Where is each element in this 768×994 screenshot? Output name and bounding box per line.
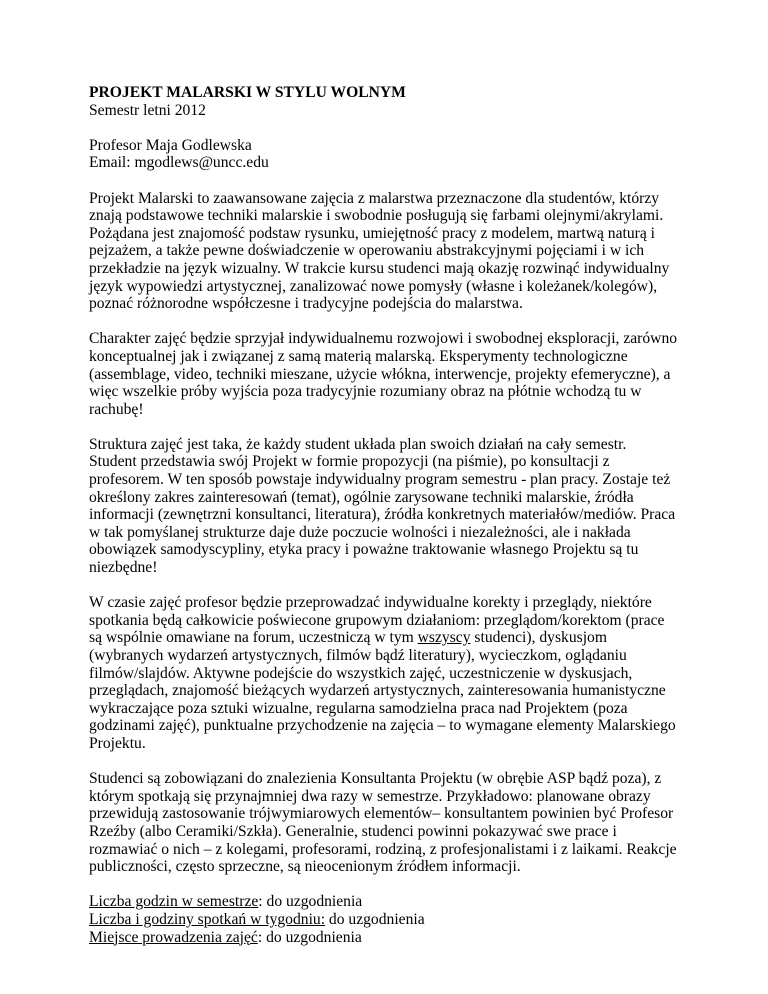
paragraph-line: spotkania będą całkowicie poświecone grupowym działaniom: przeglądom/korektom (prace [89, 611, 665, 629]
paragraph-line: Projektu. [89, 734, 146, 752]
paragraph-line: określony zakres zainteresowań (temat), ogólnie zarysowane techniki malarskie, źródła [89, 488, 634, 506]
paragraph-line: rozmawiać o nich – z kolegami, profesorami, rodziną, z profesjonalistami i z laikami. Reakcje [89, 840, 677, 858]
professor-name: Profesor Maja Godlewska [89, 136, 252, 154]
paragraph-line: informacji (zewnętrzni konsultanci, literatura), źródła konkretnych materiałów/mediów. Praca [89, 506, 676, 524]
paragraph-consultant [89, 770, 687, 876]
paragraph-line: znają podstawowe techniki malarskie i swobodnie posługują się farbami olejnymi/akrylami. [89, 207, 664, 225]
semester-label: Semestr letni 2012 [89, 101, 206, 119]
paragraph-line: filmów/slajdów. Aktywne podejście do wszystkich zajęć, uczestniczenie w dyskusjach, [89, 664, 633, 682]
paragraph-line: pejzażem, a także pewne doświadczenie w operowaniu abstrakcyjnymi pojęciami i w ich [89, 242, 645, 260]
meetings-row [89, 911, 687, 929]
paragraph-line: Student przedstawia swój Projekt w formie propozycji (na piśmie), po konsultacji z [89, 453, 610, 471]
place-value: : do uzgodnienia [257, 928, 362, 946]
paragraph-line: przekładzie na język wizualny. W trakcie kursu studenci mają okazję rozwinąć indywidualny [89, 259, 670, 277]
paragraph-line: poznać różnorodne współczesne i tradycyjne podejścia do malarstwa. [89, 295, 523, 313]
paragraph-line [89, 629, 687, 647]
paragraph-line: którym spotkają się przynajmniej dwa razy w semestrze. Przykładowo: planowane obrazy [89, 787, 651, 805]
course-details [89, 893, 687, 946]
header-block [89, 84, 687, 119]
paragraph-line: przeglądach, znajomość bieżących wydarzeń artystycznych, zainteresowania humanistyczne [89, 682, 666, 700]
paragraph-line: przewidują zastosowanie trójwymiarowych elementów– konsultantem powinien być Profesor [89, 805, 674, 823]
text-segment: są wspólnie omawiane na forum, uczestniczą w tym [89, 629, 418, 647]
paragraph-line: język wypowiedzi artystycznej, zanalizować nowe pomysły (własne i koleżanek/kolegów), [89, 277, 658, 295]
paragraph-line: (assemblage, video, techniki mieszane, użycie włókna, interwencje, projekty efemeryczne), a [89, 365, 671, 383]
professor-email: Email: mgodlews@uncc.edu [89, 154, 269, 172]
paragraph-structure [89, 436, 687, 577]
paragraph-line: publiczności, często sprzeczne, są nieocenionym źródłem informacji. [89, 858, 521, 876]
paragraph-classes [89, 594, 687, 752]
paragraph-line: konceptualnej jak i związanej z samą materią malarską. Eksperymenty technologiczne [89, 347, 628, 365]
paragraph-line: Studenci są zobowiązani do znalezienia Konsultanta Projektu (w obrębie ASP bądź poza), z [89, 770, 662, 788]
place-label: Miejsce prowadzenia zajęć [89, 928, 258, 946]
meetings-label: Liczba i godziny spotkań w tygodniu: [89, 910, 326, 928]
paragraph-line: (wybranych wydarzeń artystycznych, filmów bądź literatury), wycieczkom, oglądaniu [89, 647, 627, 664]
contact-block [89, 137, 687, 172]
document-page [89, 84, 687, 946]
paragraph-line: Pożądana jest znajomość podstaw rysunku, umiejętność pracy z modelem, martwą naturą i [89, 224, 655, 242]
paragraph-line: profesorem. W ten sposób powstaje indywidualny program semestru - plan pracy. Zostaje też [89, 471, 671, 489]
paragraph-line: w tak pomyślanej strukturze daje duże poczucie wolności i niezależności, ale i nakłada [89, 523, 631, 541]
paragraph-line: godzinami zajęć), punktualne przychodzenie na zajęcia – to wymagane elementy Malarskiego [89, 717, 676, 735]
hours-value: : do uzgodnienia [258, 893, 363, 911]
paragraph-line: obowiązek samodyscypliny, etyka pracy i poważne traktowanie własnego Projektu są tu [89, 541, 639, 559]
paragraph-line: Struktura zajęć jest taka, że każdy student układa plan swoich działań na cały semestr. [89, 435, 627, 453]
place-row [89, 929, 687, 947]
paragraph-intro [89, 190, 687, 313]
hours-row [89, 893, 687, 911]
paragraph-line: Charakter zajęć będzie sprzyjał indywidualnemu rozwojowi i swobodnej eksploracji, zarówno [89, 330, 678, 348]
paragraph-line: więc wszelkie próby wyjścia poza tradycyjnie rozumiany obraz na płótnie wchodzą tu w [89, 383, 642, 401]
paragraph-character [89, 330, 687, 418]
paragraph-line: wykraczające poza sztuki wizualne, regularna samodzielna praca nad Projektem (poza [89, 699, 628, 717]
text-segment: studenci), dyskusjom [470, 629, 607, 647]
paragraph-line: niezbędne! [89, 559, 158, 577]
paragraph-line: W czasie zajęć profesor będzie przeprowadzać indywidualne korekty i przeglądy, niektóre [89, 594, 652, 612]
document-title: PROJEKT MALARSKI W STYLU WOLNYM [89, 84, 406, 101]
meetings-value: do uzgodnienia [325, 910, 425, 928]
hours-label: Liczba godzin w semestrze [89, 893, 259, 911]
underlined-word: wszyscy [417, 629, 471, 647]
paragraph-line: Rzeźby (albo Ceramiki/Szkła). Generalnie, studenci powinni pokazywać swe prace i [89, 822, 617, 840]
paragraph-line: rachubę! [89, 400, 144, 418]
paragraph-line: Projekt Malarski to zaawansowane zajęcia z malarstwa przeznaczone dla studentów, którzy [89, 189, 660, 207]
